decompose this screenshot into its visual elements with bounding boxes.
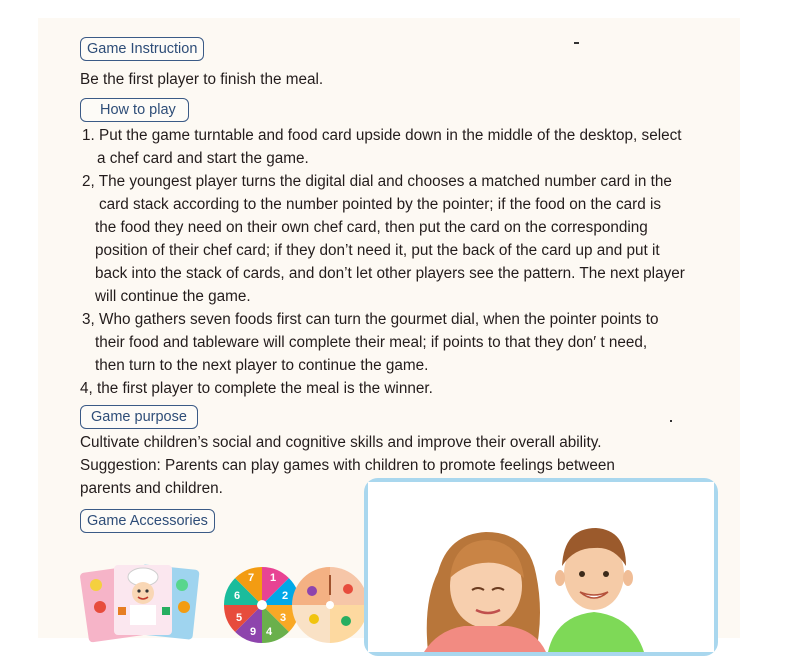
rule-line: the food they need on their own chef card, then put the card on the corresponding (95, 219, 648, 236)
chef-card-image (78, 563, 208, 625)
heading-how-to-play: How to play (80, 98, 189, 122)
purpose-line: Cultivate children’s social and cognitive skills and improve their overall ability. (80, 434, 602, 451)
heading-game-accessories: Game Accessories (80, 509, 215, 533)
heading-game-instruction: Game Instruction (80, 37, 204, 61)
rule-line: position of their chef card; if they don’t need it, put the back of the card up and put it (95, 242, 660, 259)
rule-line: card stack according to the number pointed by the pointer; if the food on the card is (99, 196, 662, 213)
rule-line: back into the stack of cards, and don’t let other players see the pattern. The next player (95, 265, 685, 282)
dial-number: 2 (282, 590, 289, 602)
rule-line: then turn to the next player to continue the game. (95, 357, 429, 374)
dial-number: 4 (266, 626, 273, 638)
rule-line: 2, The youngest player turns the digital dial and chooses a matched number card in the (82, 173, 672, 190)
print-speck (670, 420, 672, 422)
dial-number: 6 (234, 590, 241, 602)
print-speck (574, 42, 579, 44)
rule-line: 4, the first player to complete the meal is the winner. (80, 380, 433, 397)
dial-number: 5 (236, 612, 243, 624)
dial-number: 3 (280, 612, 287, 624)
children-photo (364, 478, 718, 656)
rule-line: will continue the game. (95, 288, 251, 305)
instruction-text: Be the first player to finish the meal. (80, 71, 324, 88)
dial-number: 9 (250, 626, 257, 638)
dial-number: 1 (270, 572, 277, 584)
rule-line: 3, Who gathers seven foods first can turn the gourmet dial, when the pointer points to (82, 311, 659, 328)
purpose-line: Suggestion: Parents can play games with children to promote feelings between (80, 457, 615, 474)
purpose-line: parents and children. (80, 480, 223, 497)
rule-line: their food and tableware will complete their meal; if points to that they don′ t need, (95, 334, 648, 351)
dial-number: 7 (248, 572, 255, 584)
rule-line: a chef card and start the game. (97, 150, 309, 167)
rule-line: 1. Put the game turntable and food card upside down in the middle of the desktop, select (82, 127, 682, 144)
heading-game-purpose: Game purpose (80, 405, 198, 429)
number-dial-image (220, 560, 380, 638)
